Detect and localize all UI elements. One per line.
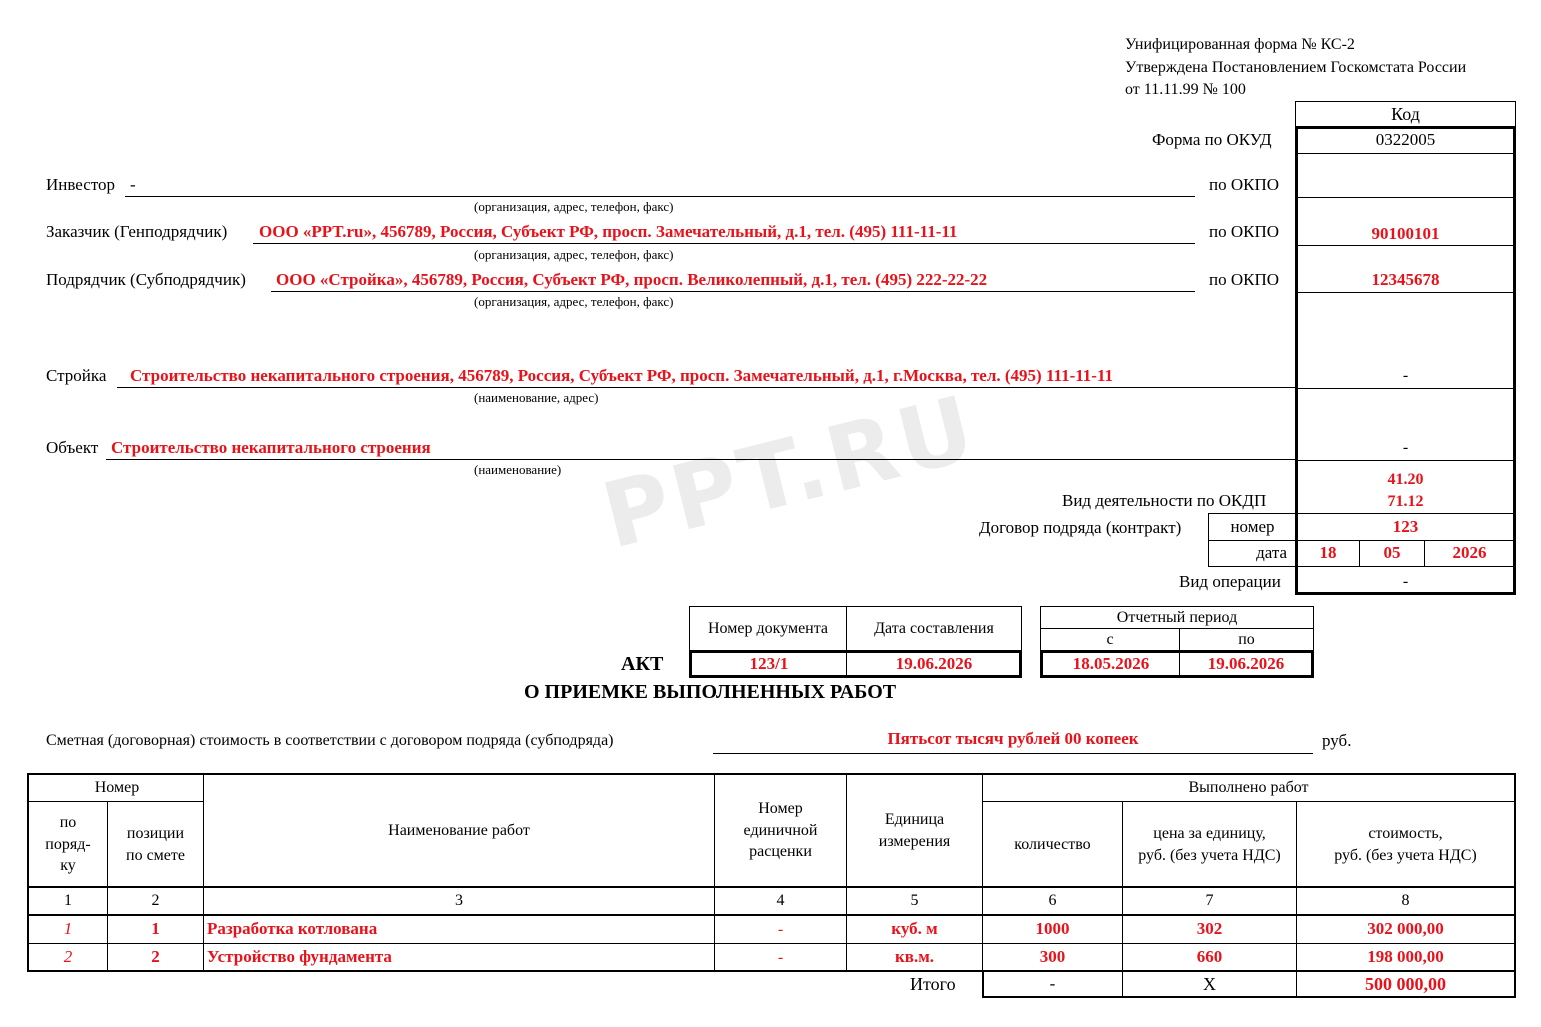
customer-label: Заказчик (Генподрядчик) xyxy=(46,222,228,241)
row-order: 1 xyxy=(63,919,73,939)
okud-label: Форма по ОКУД xyxy=(1152,130,1272,149)
customer-hint: (организация, адрес, телефон, факс) xyxy=(474,247,674,262)
code-header: Код xyxy=(1391,103,1420,124)
total-label: Итого xyxy=(910,974,956,994)
row-unit: кв.м. xyxy=(894,947,935,967)
contract-label: Договор подряда (контракт) xyxy=(979,518,1182,537)
row-name: Разработка котлована xyxy=(207,919,378,939)
doc-date-header: Дата составления xyxy=(874,619,994,637)
stroika-label: Стройка xyxy=(46,366,107,385)
contractor-value: ООО «Стройка», 456789, Россия, Субъект РФ, просп. Великолепный, д.1, тел. (495) 222-22-22 xyxy=(276,270,988,289)
okud-value: 0322005 xyxy=(1375,129,1436,149)
row-price: 660 xyxy=(1196,947,1223,967)
okdp-label: Вид деятельности по ОКДП xyxy=(1062,491,1267,510)
okdp-value-2: 71.12 xyxy=(1387,493,1424,511)
form-title-line3: от 11.11.99 № 100 xyxy=(1125,81,1246,98)
th-price: цена за единицу, руб. (без учета НДС) xyxy=(1138,824,1281,864)
customer-value: ООО «PPT.ru», 456789, Россия, Субъект РФ, просп. Замечательный, д.1, тел. (495) 111-11-11 xyxy=(259,222,958,241)
th-number: Номер xyxy=(94,779,140,797)
contract-number-label: номер xyxy=(1230,517,1275,537)
row-position: 1 xyxy=(151,919,160,939)
doc-number-value: 123/1 xyxy=(749,653,789,673)
contract-date-month: 05 xyxy=(1383,543,1401,563)
col-num-1: 1 xyxy=(64,891,72,909)
period-to-value: 19.06.2026 xyxy=(1207,653,1285,673)
th-rate: Номер единичной расценки xyxy=(743,800,818,861)
customer-okpo-label: по ОКПО xyxy=(1209,222,1280,241)
th-unit: Единица измерения xyxy=(878,810,951,850)
col-num-3: 3 xyxy=(455,891,463,909)
th-qty: количество xyxy=(1014,835,1091,853)
row-rate: - xyxy=(777,948,784,966)
row-price: 302 xyxy=(1196,919,1223,939)
customer-okpo-value: 90100101 xyxy=(1371,223,1440,243)
doc-number-header: Номер документа xyxy=(707,619,829,637)
investor-value: - xyxy=(130,175,136,194)
contractor-okpo-value: 12345678 xyxy=(1371,269,1440,289)
stroika-hint: (наименование, адрес) xyxy=(474,390,599,405)
okdp-value-1: 41.20 xyxy=(1387,471,1424,489)
row-order: 2 xyxy=(63,947,73,967)
row-unit: куб. м xyxy=(891,919,938,939)
col-num-2: 2 xyxy=(151,891,160,909)
operation-label: Вид операции xyxy=(1179,572,1281,591)
contractor-okpo-label: по ОКПО xyxy=(1209,270,1280,289)
col-num-4: 4 xyxy=(776,891,785,909)
cost-value: Пятьсот тысяч рублей 00 копеек xyxy=(887,728,1139,748)
col-num-8: 8 xyxy=(1401,891,1410,909)
object-label: Объект xyxy=(46,438,99,457)
th-name: Наименование работ xyxy=(388,821,530,839)
row-qty: 1000 xyxy=(1035,919,1070,939)
row-cost: 198 000,00 xyxy=(1367,947,1444,967)
form-title-line1: Унифицированная форма № КС-2 xyxy=(1125,36,1355,53)
contract-date-year: 2026 xyxy=(1452,543,1487,563)
contractor-hint: (организация, адрес, телефон, факс) xyxy=(474,294,674,309)
stroika-value: Строительство некапитального строения, 456789, Россия, Субъект РФ, просп. Замечательный, д.1, г.Москва, тел. (495) 111-11-11 xyxy=(130,366,1114,385)
total-cost: 500 000,00 xyxy=(1365,974,1446,995)
operation-value: - xyxy=(1402,573,1409,591)
col-num-7: 7 xyxy=(1205,891,1214,909)
period-from-value: 18.05.2026 xyxy=(1072,653,1150,673)
th-order: по поряд- ку xyxy=(45,814,91,875)
investor-hint: (организация, адрес, телефон, факс) xyxy=(474,199,674,214)
contract-number-value: 123 xyxy=(1392,517,1419,537)
th-done: Выполнено работ xyxy=(1188,779,1309,797)
watermark: PPT.RU xyxy=(592,375,988,570)
period-from-label: с xyxy=(1106,630,1114,648)
cost-label: Сметная (договорная) стоимость в соответствии с договором подряда (субподряда) xyxy=(46,732,614,749)
doc-date-value: 19.06.2026 xyxy=(895,653,973,673)
act-subtitle: О ПРИЕМКЕ ВЫПОЛНЕННЫХ РАБОТ xyxy=(524,681,897,703)
period-to-label: по xyxy=(1238,630,1255,648)
row-name: Устройство фундамента xyxy=(207,947,392,967)
act-title: АКТ xyxy=(621,653,664,675)
cost-unit: руб. xyxy=(1322,731,1352,750)
investor-label: Инвестор xyxy=(46,175,116,194)
row-cost: 302 000,00 xyxy=(1367,919,1444,939)
col-num-5: 5 xyxy=(910,891,919,909)
stroika-code: - xyxy=(1402,367,1409,385)
col-num-6: 6 xyxy=(1048,891,1057,909)
contractor-label: Подрядчик (Субподрядчик) xyxy=(46,270,246,289)
contract-date-label: дата xyxy=(1256,543,1287,563)
form-title-line2: Утверждена Постановлением Госкомстата России xyxy=(1125,59,1467,76)
th-position: позиции по смете xyxy=(126,824,185,864)
object-value: Строительство некапитального строения xyxy=(111,438,431,457)
object-hint: (наименование) xyxy=(474,462,562,477)
total-qty: - xyxy=(1049,974,1056,994)
row-position: 2 xyxy=(151,947,160,967)
period-header: Отчетный период xyxy=(1116,608,1238,626)
th-cost: стоимость, руб. (без учета НДС) xyxy=(1334,824,1477,864)
total-price: X xyxy=(1203,974,1216,995)
row-rate: - xyxy=(777,920,784,938)
investor-okpo-label: по ОКПО xyxy=(1209,175,1280,194)
contract-date-day: 18 xyxy=(1319,543,1337,563)
row-qty: 300 xyxy=(1039,947,1066,967)
object-code: - xyxy=(1402,439,1409,457)
